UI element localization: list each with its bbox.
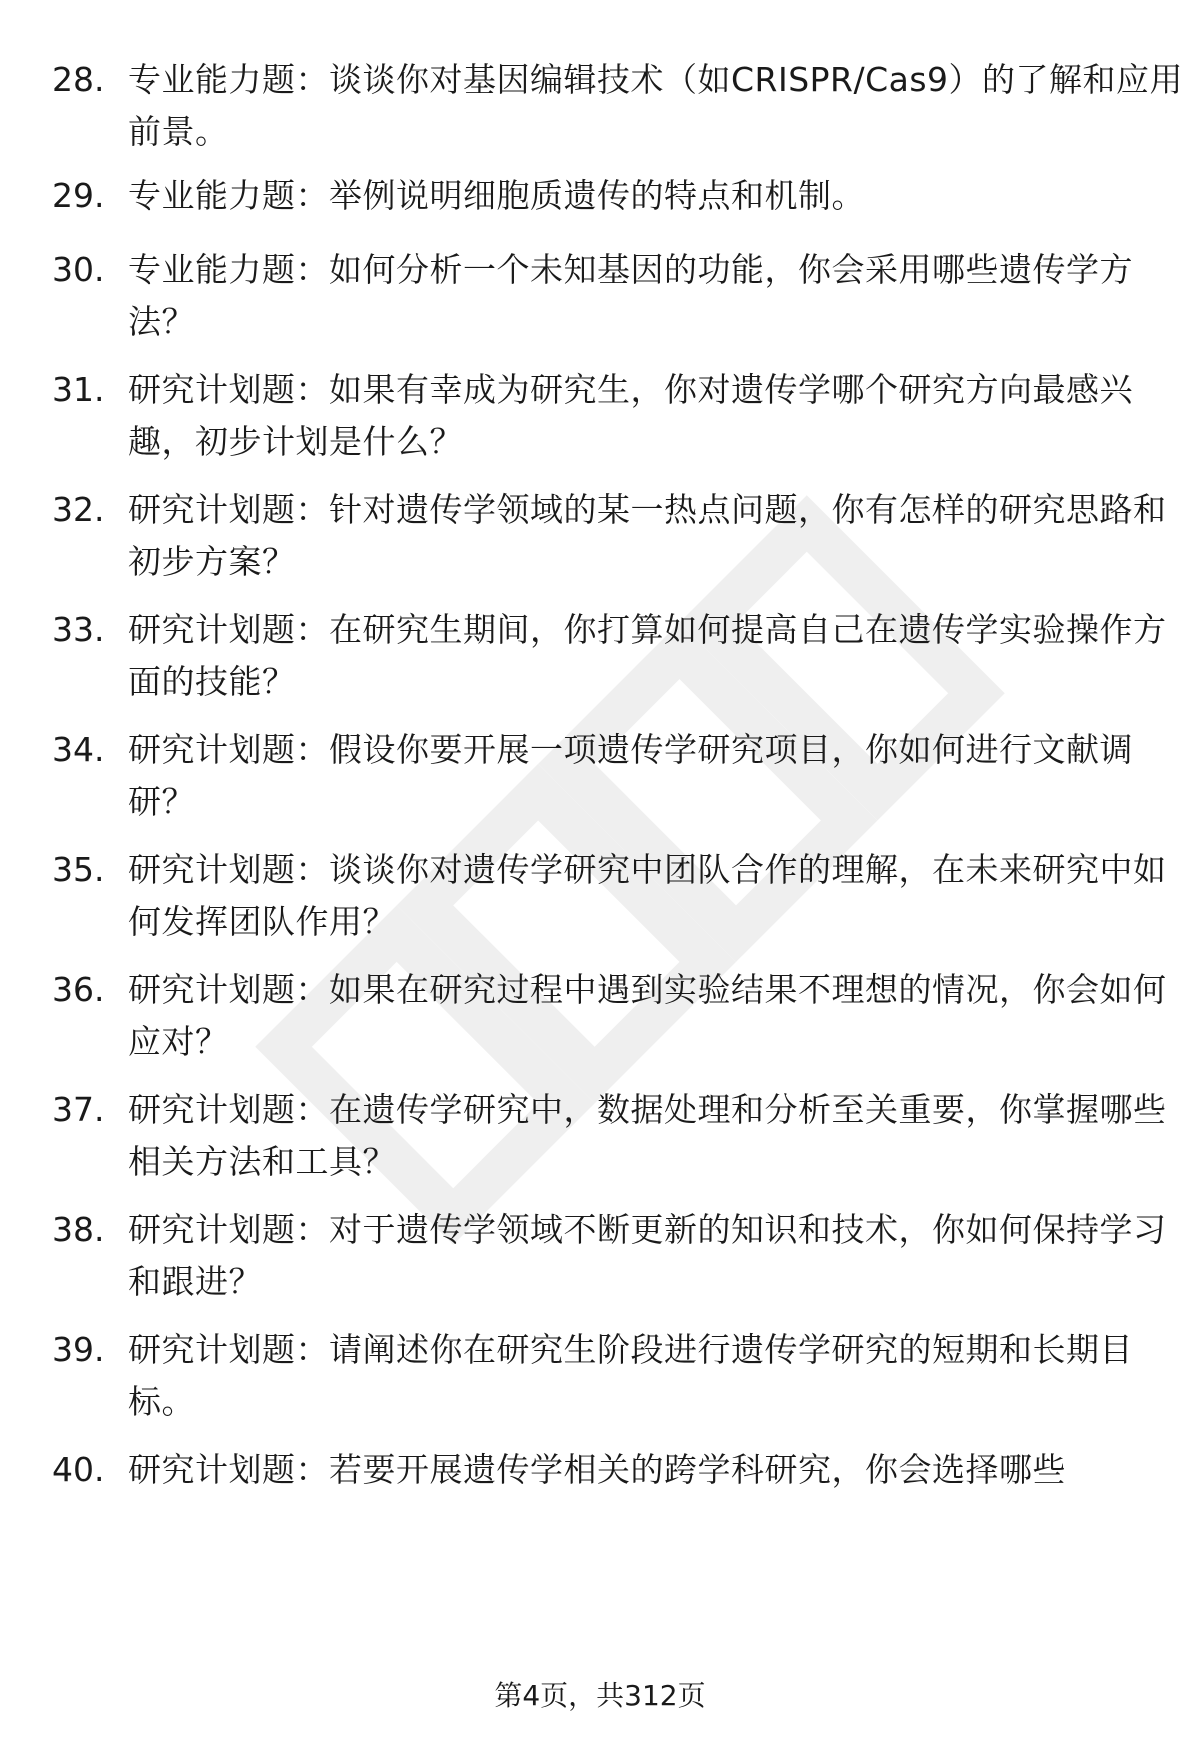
question-text: 研究计划题：假设你要开展一项遗传学研究项目，你如何进行文献调研？ (128, 730, 1133, 821)
question-text: 研究计划题：若要开展遗传学相关的跨学科研究，你会选择哪些 (128, 1450, 1066, 1489)
question-number: 40. (52, 1450, 105, 1489)
question-number: 34. (52, 730, 105, 769)
question-text: 专业能力题：谈谈你对基因编辑技术（如CRISPR/Cas9）的了解和应用前景。 (128, 60, 1184, 151)
question-number: 28. (52, 60, 105, 99)
question-number: 38. (52, 1210, 105, 1249)
question-number: 30. (52, 250, 105, 289)
question-number: 31. (52, 370, 105, 409)
question-text: 研究计划题：在研究生期间，你打算如何提高自己在遗传学实验操作方面的技能？ (128, 610, 1167, 701)
question-text: 研究计划题：请阐述你在研究生阶段进行遗传学研究的短期和长期目标。 (128, 1330, 1133, 1421)
question-text: 研究计划题：对于遗传学领域不断更新的知识和技术，你如何保持学习和跟进？ (128, 1210, 1167, 1301)
question-text: 研究计划题：在遗传学研究中，数据处理和分析至关重要，你掌握哪些相关方法和工具？ (128, 1090, 1167, 1181)
question-number: 29. (52, 176, 105, 215)
question-text: 专业能力题：举例说明细胞质遗传的特点和机制。 (128, 176, 865, 215)
question-number: 36. (52, 970, 105, 1009)
question-number: 37. (52, 1090, 105, 1129)
question-text: 研究计划题：针对遗传学领域的某一热点问题，你有怎样的研究思路和初步方案？ (128, 490, 1167, 581)
question-text: 研究计划题：如果在研究过程中遇到实验结果不理想的情况，你会如何应对？ (128, 970, 1167, 1061)
page-footer: 第4页，共312页 (494, 1679, 706, 1712)
question-number: 33. (52, 610, 105, 649)
question-text: 研究计划题：如果有幸成为研究生，你对遗传学哪个研究方向最感兴趣，初步计划是什么？ (128, 370, 1133, 461)
question-text: 研究计划题：谈谈你对遗传学研究中团队合作的理解，在未来研究中如何发挥团队作用？ (128, 850, 1167, 941)
question-text: 专业能力题：如何分析一个未知基因的功能，你会采用哪些遗传学方法？ (128, 250, 1133, 341)
question-number: 35. (52, 850, 105, 889)
question-number: 32. (52, 490, 105, 529)
question-number: 39. (52, 1330, 105, 1369)
